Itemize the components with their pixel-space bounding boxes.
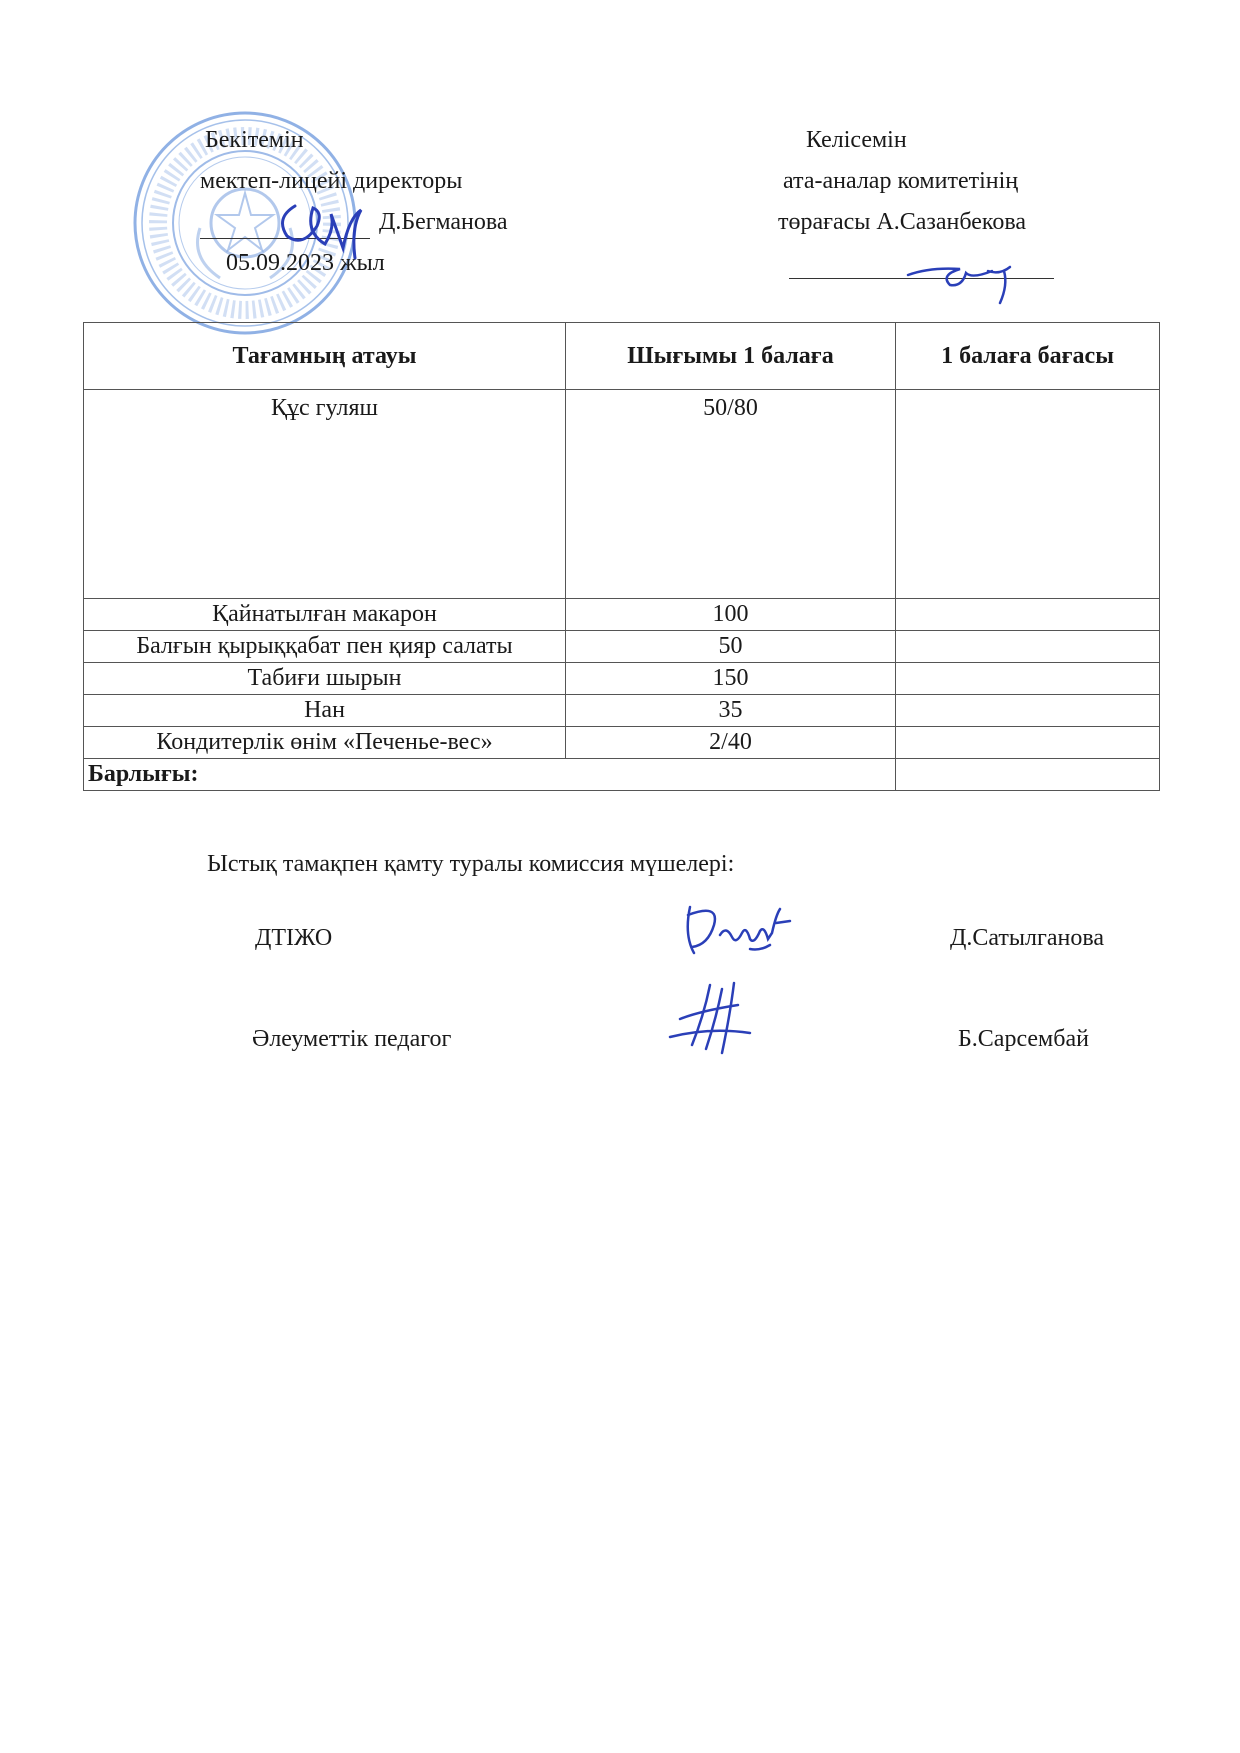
table-row — [84, 599, 1160, 631]
table-row — [84, 727, 1160, 759]
commission-heading: Ыстық тамақпен қамту туралы комиссия мүшелері: — [207, 851, 735, 877]
approve-position: мектеп-лицейі директоры — [200, 168, 463, 194]
header-dish-name: Тағамның атауы — [84, 323, 566, 390]
agree-position: ата-аналар комитетінің — [783, 168, 1019, 194]
agree-title: Келісемін — [806, 127, 907, 153]
dish-name: Нан — [84, 695, 566, 727]
member-signature — [660, 975, 770, 1065]
member-name: Д.Сатылганова — [950, 925, 1105, 951]
member-role: ДТІЖО — [255, 925, 333, 951]
dish-yield: 50 — [566, 631, 896, 663]
dish-name: Қайнатылған макарон — [84, 599, 566, 631]
dish-name: Кондитерлік өнім «Печенье-вес» — [84, 727, 566, 759]
dish-yield: 50/80 — [566, 390, 896, 599]
table-header-row — [84, 323, 1160, 390]
dish-yield: 100 — [566, 599, 896, 631]
committee-signature — [900, 245, 1030, 305]
dish-price — [896, 727, 1160, 759]
total-row — [84, 759, 1160, 791]
menu-table — [83, 322, 1160, 791]
dish-name: Балғын қырыққабат пен қияр салаты — [84, 631, 566, 663]
dish-name: Табиғи шырын — [84, 663, 566, 695]
member-name: Б.Сарсембай — [958, 1026, 1089, 1052]
dish-name: Құс гуляш — [84, 390, 566, 599]
dish-yield: 150 — [566, 663, 896, 695]
member-signature — [680, 895, 810, 965]
dish-price — [896, 631, 1160, 663]
table-row — [84, 695, 1160, 727]
dish-yield: 35 — [566, 695, 896, 727]
approve-name: Д.Бегманова — [379, 209, 508, 235]
dish-yield: 2/40 — [566, 727, 896, 759]
dish-price — [896, 663, 1160, 695]
table-row — [84, 390, 1160, 599]
dish-price — [896, 599, 1160, 631]
member-role: Әлеуметтік педагог — [252, 1026, 452, 1052]
total-value — [896, 759, 1160, 791]
total-label: Барлығы: — [84, 759, 896, 791]
table-row — [84, 663, 1160, 695]
table-row — [84, 631, 1160, 663]
header-yield: Шығымы 1 балаға — [566, 323, 896, 390]
agree-name: төрағасы А.Сазанбекова — [778, 209, 1027, 235]
director-signature — [265, 188, 375, 268]
approve-date: 05.09.2023 жыл — [226, 250, 385, 276]
header-price: 1 балаға бағасы — [896, 323, 1160, 390]
approve-title: Бекітемін — [205, 127, 304, 153]
dish-price — [896, 695, 1160, 727]
dish-price — [896, 390, 1160, 599]
